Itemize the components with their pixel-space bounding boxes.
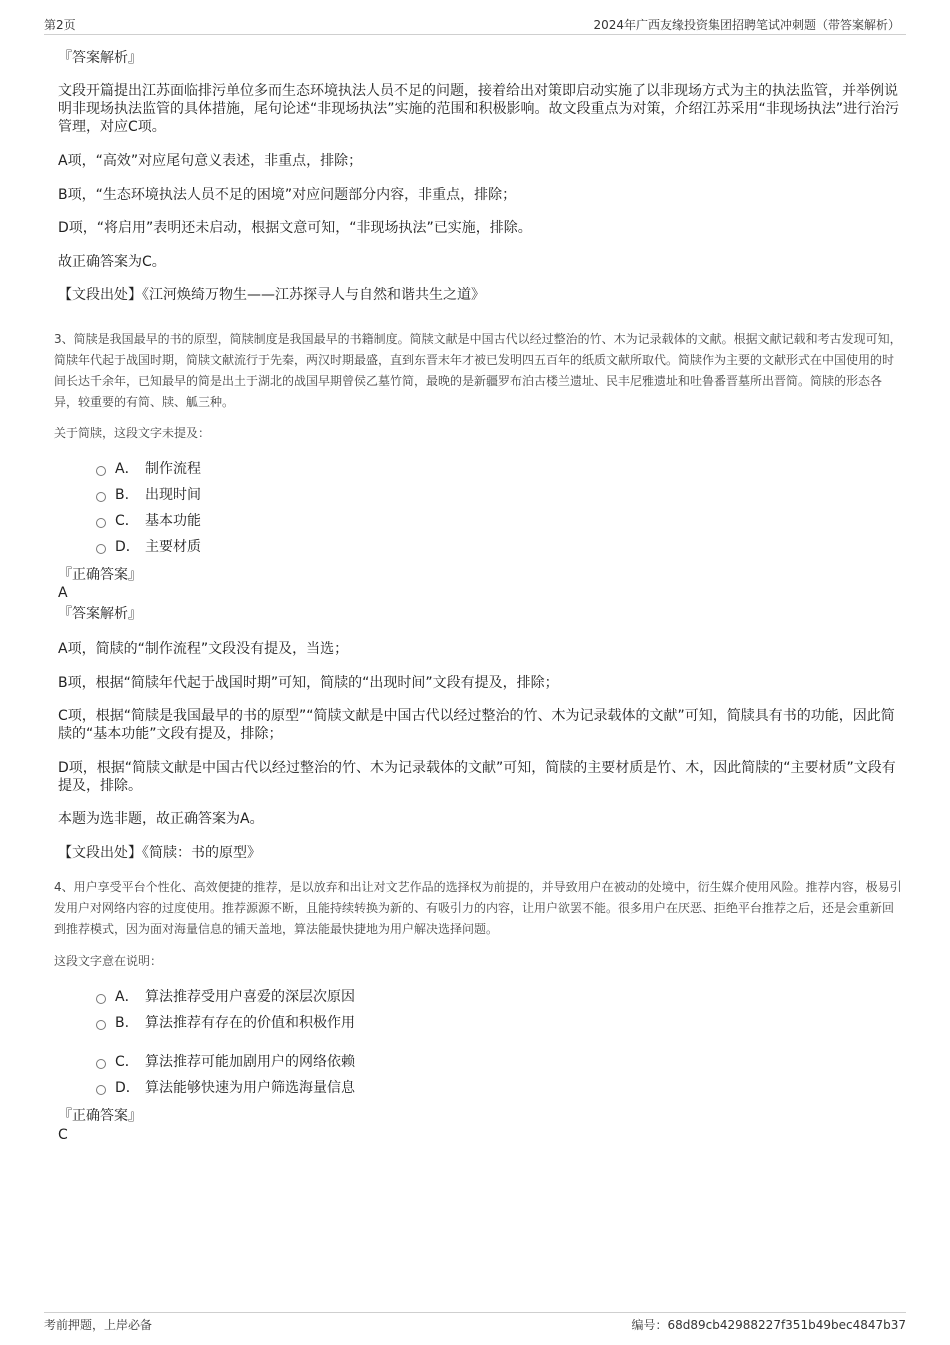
radio-icon[interactable]	[96, 466, 106, 476]
analysis-line-b: B项，“生态环境执法人员不足的困境”对应问题部分内容，非重点，排除；	[58, 187, 517, 203]
analysis-line-a: A项，“高效”对应尾句意义表述，非重点，排除；	[58, 153, 363, 169]
question-4-passage: 4、用户享受平台个性化、高效便捷的推荐，是以放弃和出让对文艺作品的选择权为前提的，并导致用户在被动的处境中，衍生媒介使用风险。推荐内容，极易引发用户对网络内容的过度使用。推荐源源不断，且能持续转换为新的、有吸引力的内容，让用户欲罢不能。很多用户在厌恶、拒绝平台推荐之后，还是会重新回到推荐模式，因为面对海量信息的铺天盖地，算法能最快捷地为用户解决选择问题。	[54, 880, 902, 936]
question-3-answer-label: 『正确答案』	[58, 567, 142, 583]
question-3-option-d[interactable]: D． 主要材质	[96, 538, 201, 556]
question-3-stem: 关于简牍，这段文字未提及：	[54, 426, 211, 440]
question-3-analysis-c: C项，根据“简牍是我国最早的书的原型”“简牍文献是中国古代以经过整治的竹、木为记录载体的文献”可知，简牍具有书的功能，因此简牍的“基本功能”文段有提及，排除；	[58, 708, 895, 742]
question-3-conclusion: 本题为选非题，故正确答案为A。	[58, 811, 264, 827]
question-3-analysis-d: D项，根据“简牍文献是中国古代以经过整治的竹、木为记录载体的文献”可知，简牍的主要材质是竹、木，因此简牍的“主要材质”文段有提及，排除。	[58, 760, 896, 794]
question-3-option-a[interactable]: A． 制作流程	[96, 460, 201, 478]
question-4-answer-label: 『正确答案』	[58, 1108, 142, 1124]
page-number: 第2页	[44, 18, 76, 32]
question-3-analysis-label: 『答案解析』	[58, 606, 142, 622]
question-3-option-b[interactable]: B. 出现时间	[96, 486, 201, 504]
question-4-option-d[interactable]: D． 算法能够快速为用户筛选海量信息	[96, 1079, 355, 1097]
source-citation: 【文段出处】《江河焕绮万物生——江苏探寻人与自然和谐共生之道》	[58, 287, 485, 303]
page-header	[44, 14, 906, 35]
question-4-option-b[interactable]: B. 算法推荐有存在的价值和积极作用	[96, 1014, 355, 1032]
question-3-passage: 3、简牍是我国最早的书的原型，简牍制度是我国最早的书籍制度。简牍文献是中国古代以经过整治的竹、木为记录载体的文献。根据文献记载和考古发现可知，简牍年代起于战国时期，简牍文献流行于先秦，两汉时期最盛，直到东晋末年才被已发明四五百年的纸质文献所取代。简牍作为主要的文献形式在中国使用的时间长达千余年，已知最早的简是出土于湖北的战国早期曾侯乙墓竹简，最晚的是新疆罗布泊古楼兰遗址、民丰尼雅遗址和吐鲁番晋墓所出晋简。简牍的形态各异，较重要的有简、牍、觚三种。	[54, 332, 902, 409]
document-code: 编号：68d89cb42988227f351b49bec4847b37	[631, 1318, 906, 1332]
radio-icon[interactable]	[96, 994, 106, 1004]
page-footer	[44, 1312, 906, 1335]
document-title: 2024年广西友缘投资集团招聘笔试冲刺题（带答案解析）	[593, 18, 900, 32]
analysis-line-d: D项，“将启用”表明还未启动，根据文意可知，“非现场执法”已实施，排除。	[58, 220, 532, 236]
radio-icon[interactable]	[96, 1085, 106, 1095]
analysis-paragraph: 文段开篇提出江苏面临排污单位多而生态环境执法人员不足的问题，接着给出对策即启动实施了以非现场方式为主的执法监管，并举例说明非现场执法监管的具体措施，尾句论述“非现场执法”实施的范围和积极影响。故文段重点为对策，介绍江苏采用“非现场执法”进行治污管理，对应C项。	[58, 83, 900, 135]
radio-icon[interactable]	[96, 1059, 106, 1069]
question-3-answer: A	[58, 585, 68, 601]
question-3-analysis-b: B项，根据“简牍年代起于战国时期”可知，简牍的“出现时间”文段有提及，排除；	[58, 675, 559, 691]
question-4-answer: C	[58, 1127, 68, 1143]
question-4-stem: 这段文字意在说明：	[54, 954, 163, 968]
answer-conclusion: 故正确答案为C。	[58, 254, 166, 270]
radio-icon[interactable]	[96, 544, 106, 554]
question-3-source: 【文段出处】《简牍：书的原型》	[58, 845, 261, 861]
question-4-option-a[interactable]: A． 算法推荐受用户喜爱的深层次原因	[96, 988, 355, 1006]
footer-slogan: 考前押题，上岸必备	[44, 1318, 153, 1332]
radio-icon[interactable]	[96, 1020, 106, 1030]
analysis-label: 『答案解析』	[58, 50, 142, 66]
question-3-option-c[interactable]: C． 基本功能	[96, 512, 201, 530]
question-3-analysis-a: A项，简牍的“制作流程”文段没有提及，当选；	[58, 641, 349, 657]
question-4-option-c[interactable]: C． 算法推荐可能加剧用户的网络依赖	[96, 1053, 355, 1071]
radio-icon[interactable]	[96, 518, 106, 528]
radio-icon[interactable]	[96, 492, 106, 502]
